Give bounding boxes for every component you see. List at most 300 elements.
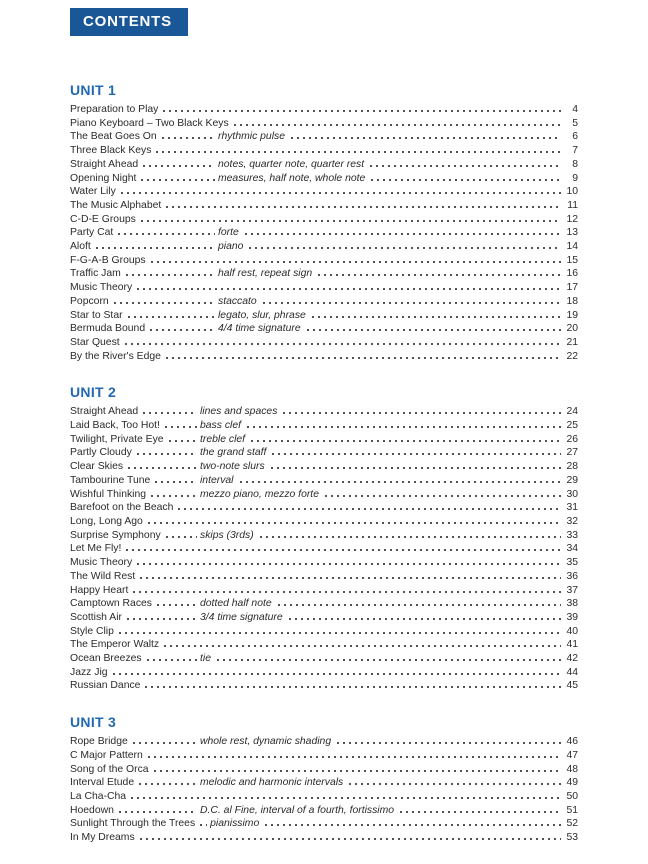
dot-leader — [112, 302, 215, 304]
entry-title: C Major Pattern — [70, 749, 143, 761]
entry-title: The Wild Rest — [70, 570, 136, 582]
toc-entry — [70, 281, 578, 295]
entry-lead — [70, 295, 218, 309]
dot-leader — [263, 824, 561, 826]
entry-title: Clear Skies — [70, 461, 124, 473]
dot-leader — [164, 206, 561, 208]
entry-lead — [70, 158, 218, 172]
dot-leader — [163, 426, 197, 428]
dot-leader — [164, 357, 561, 359]
toc-entry — [70, 226, 578, 240]
entry-lead — [70, 652, 200, 666]
toc-entry — [70, 474, 578, 488]
toc-entry — [70, 322, 578, 336]
entry-description: 4/4 time signature — [218, 323, 301, 335]
dot-leader — [125, 618, 197, 620]
entry-lead — [70, 474, 200, 488]
entry-title: Star to Star — [70, 309, 123, 321]
toc-sections — [70, 82, 578, 845]
entry-list — [70, 103, 578, 363]
entry-description: notes, quarter note, quarter rest — [218, 158, 365, 170]
dot-leader — [368, 165, 561, 167]
entry-title: Opening Night — [70, 172, 137, 184]
dot-leader — [131, 742, 197, 744]
entry-page-number: 17 — [566, 282, 578, 294]
entry-lead — [70, 542, 564, 556]
entry-title: Camptown Races — [70, 598, 153, 610]
entry-page-number: 22 — [566, 350, 578, 362]
entry-lead — [70, 213, 564, 227]
dot-leader — [243, 233, 561, 235]
dot-leader — [398, 811, 561, 813]
entry-title: Tambourine Tune — [70, 474, 151, 486]
entry-lead — [70, 433, 200, 447]
entry-title: Russian Dance — [70, 680, 141, 692]
entry-description: rhythmic pulse — [218, 131, 285, 143]
entry-title: Aloft — [70, 241, 91, 253]
entry-title: Music Theory — [70, 282, 133, 294]
dot-leader — [117, 811, 197, 813]
entry-page-number: 21 — [566, 336, 578, 348]
entry-description: D.C. al Fine, interval of a fourth, fortissimo — [200, 804, 395, 816]
toc-entry — [70, 776, 578, 790]
toc-entry — [70, 295, 578, 309]
dot-leader — [153, 481, 197, 483]
entry-page-number: 33 — [566, 529, 578, 541]
entry-page-number: 44 — [566, 666, 578, 678]
dot-leader — [119, 192, 561, 194]
entry-page-number: 28 — [566, 461, 578, 473]
toc-entry — [70, 597, 578, 611]
toc-unit — [70, 384, 578, 693]
dot-leader — [269, 467, 561, 469]
unit-heading: UNIT 1 — [70, 82, 117, 98]
entry-title: Party Cat — [70, 227, 114, 239]
toc-entry — [70, 460, 578, 474]
entry-page-number: 18 — [566, 295, 578, 307]
unit-heading: UNIT 2 — [70, 384, 117, 401]
entry-page-number: 10 — [566, 186, 578, 198]
entry-page-number: 7 — [572, 145, 578, 157]
entry-description: dotted half note — [200, 598, 272, 610]
entry-title: Popcorn — [70, 295, 109, 307]
entry-lead — [70, 790, 564, 804]
entry-title: Surprise Symphony — [70, 529, 161, 541]
dot-leader — [135, 288, 561, 290]
toc-entry — [70, 488, 578, 502]
dot-leader — [135, 453, 197, 455]
toc-entry — [70, 309, 578, 323]
toc-entry — [70, 763, 578, 777]
entry-title: La Cha-Cha — [70, 790, 127, 802]
entry-description: bass clef — [200, 420, 242, 432]
entry-description: staccato — [218, 295, 257, 307]
dot-leader — [138, 838, 561, 840]
entry-description: measures, half note, whole note — [218, 172, 366, 184]
entry-page-number: 46 — [566, 736, 578, 748]
toc-entry — [70, 254, 578, 268]
entry-page-number: 29 — [566, 474, 578, 486]
entry-page-number: 27 — [566, 447, 578, 459]
dot-leader — [310, 316, 561, 318]
entry-page-number: 5 — [572, 117, 578, 129]
entry-list — [70, 735, 578, 845]
dot-leader — [149, 495, 197, 497]
entry-page-number: 26 — [566, 433, 578, 445]
dot-leader — [138, 577, 561, 579]
entry-lead — [70, 254, 564, 268]
dot-leader — [261, 302, 561, 304]
entry-page-number: 51 — [566, 804, 578, 816]
dot-leader — [164, 536, 197, 538]
toc-entry — [70, 790, 578, 804]
contents-header — [70, 8, 188, 36]
entry-title: In My Dreams — [70, 832, 135, 844]
entry-page-number: 8 — [572, 158, 578, 170]
entry-lead — [70, 625, 564, 639]
dot-leader — [276, 604, 561, 606]
dot-leader — [152, 770, 561, 772]
entry-title: Ocean Breezes — [70, 653, 142, 665]
entry-title: Song of the Orca — [70, 763, 149, 775]
dot-leader — [198, 824, 207, 826]
dot-leader — [146, 522, 561, 524]
entry-lead — [70, 322, 218, 336]
entry-lead — [70, 804, 200, 818]
entry-description: melodic and harmonic intervals — [200, 777, 344, 789]
dot-leader — [143, 686, 561, 688]
entry-page-number: 30 — [566, 488, 578, 500]
toc-entry — [70, 515, 578, 529]
entry-description: half rest, repeat sign — [218, 268, 313, 280]
entry-page-number: 49 — [566, 777, 578, 789]
toc-entry — [70, 679, 578, 693]
toc-entry — [70, 433, 578, 447]
entry-lead — [70, 570, 564, 584]
entry-page-number: 32 — [566, 515, 578, 527]
toc-entry — [70, 570, 578, 584]
entry-title: Twilight, Private Eye — [70, 433, 164, 445]
entry-title: Traffic Jam — [70, 268, 121, 280]
dot-leader — [126, 467, 197, 469]
dot-leader — [116, 233, 215, 235]
dot-leader — [148, 329, 215, 331]
toc-entry — [70, 625, 578, 639]
entry-page-number: 37 — [566, 584, 578, 596]
dot-leader — [176, 508, 561, 510]
entry-title: The Emperor Waltz — [70, 639, 160, 651]
dot-leader — [111, 673, 561, 675]
toc-entry — [70, 652, 578, 666]
dot-leader — [270, 453, 561, 455]
toc-entry — [70, 817, 578, 831]
dot-leader — [289, 137, 561, 139]
entry-lead — [70, 130, 218, 144]
entry-description: treble clef — [200, 433, 246, 445]
dot-leader — [123, 343, 561, 345]
entry-lead — [70, 336, 564, 350]
entry-description: tie — [200, 653, 211, 665]
entry-page-number: 31 — [566, 502, 578, 514]
entry-lead — [70, 460, 200, 474]
entry-description: legato, slur, phrase — [218, 309, 306, 321]
entry-description: two-note slurs — [200, 461, 265, 473]
entry-lead — [70, 446, 200, 460]
entry-title: Wishful Thinking — [70, 488, 147, 500]
entry-page-number: 42 — [566, 653, 578, 665]
entry-title: Three Black Keys — [70, 145, 152, 157]
toc-entry — [70, 117, 578, 131]
entry-lead — [70, 611, 200, 625]
entry-lead — [70, 831, 564, 845]
entry-lead — [70, 309, 218, 323]
entry-lead — [70, 488, 200, 502]
entry-title: Bermuda Bound — [70, 323, 146, 335]
entry-page-number: 9 — [572, 172, 578, 184]
toc-entry — [70, 831, 578, 845]
toc-entry — [70, 336, 578, 350]
entry-lead — [70, 199, 564, 213]
entry-lead — [70, 240, 218, 254]
entry-description: pianissimo — [210, 818, 260, 830]
dot-leader — [135, 563, 561, 565]
entry-title: By the River's Edge — [70, 350, 161, 362]
entry-page-number: 20 — [566, 323, 578, 335]
entry-title: Partly Cloudy — [70, 447, 132, 459]
toc-entry — [70, 103, 578, 117]
toc-entry — [70, 542, 578, 556]
entry-lead — [70, 350, 564, 364]
entry-page-number: 52 — [566, 818, 578, 830]
entry-description: piano — [218, 241, 244, 253]
entry-lead — [70, 638, 564, 652]
entry-lead — [70, 679, 564, 693]
entry-page-number: 19 — [566, 309, 578, 321]
toc-entry — [70, 158, 578, 172]
entry-page-number: 25 — [566, 420, 578, 432]
entry-title: Happy Heart — [70, 584, 129, 596]
entry-title: The Beat Goes On — [70, 131, 157, 143]
toc-entry — [70, 584, 578, 598]
entry-lead — [70, 515, 564, 529]
entry-description: the grand staff — [200, 447, 267, 459]
dot-leader — [247, 247, 561, 249]
unit-heading: UNIT 3 — [70, 714, 117, 731]
entry-page-number: 12 — [566, 213, 578, 225]
toc-entry — [70, 267, 578, 281]
toc-unit — [70, 82, 578, 363]
entry-page-number: 41 — [566, 639, 578, 651]
entry-title: Barefoot on the Beach — [70, 502, 174, 514]
dot-leader — [238, 481, 562, 483]
toc-entry — [70, 419, 578, 433]
entry-lead — [70, 749, 564, 763]
toc-entry — [70, 199, 578, 213]
entry-page-number: 14 — [566, 241, 578, 253]
toc-entry — [70, 130, 578, 144]
entry-title: Interval Etude — [70, 777, 135, 789]
entry-description: lines and spaces — [200, 406, 278, 418]
toc-entry — [70, 405, 578, 419]
toc-unit — [70, 714, 578, 845]
toc-entry — [70, 240, 578, 254]
dot-leader — [124, 274, 215, 276]
entry-lead — [70, 117, 564, 131]
entry-title: Rope Bridge — [70, 736, 128, 748]
entry-lead — [70, 144, 564, 158]
dot-leader — [305, 329, 561, 331]
dot-leader — [139, 220, 561, 222]
dot-leader — [155, 604, 197, 606]
dot-leader — [129, 797, 561, 799]
dot-leader — [160, 137, 215, 139]
toc-entry — [70, 185, 578, 199]
entry-list — [70, 405, 578, 693]
entry-title: Piano Keyboard – Two Black Keys — [70, 117, 229, 129]
entry-lead — [70, 529, 200, 543]
dot-leader — [162, 645, 561, 647]
entry-description: 3/4 time signature — [200, 611, 283, 623]
dot-leader — [154, 151, 561, 153]
toc-entry — [70, 735, 578, 749]
entry-page-number: 11 — [567, 199, 578, 211]
dot-leader — [316, 274, 561, 276]
entry-title: Water Lily — [70, 186, 116, 198]
entry-title: Music Theory — [70, 557, 133, 569]
entry-page-number: 13 — [566, 227, 578, 239]
dot-leader — [117, 632, 561, 634]
entry-lead — [70, 405, 200, 419]
entry-page-number: 45 — [566, 680, 578, 692]
entry-lead — [70, 817, 210, 831]
entry-title: Sunlight Through the Trees — [70, 818, 196, 830]
toc-entry — [70, 144, 578, 158]
toc-entry — [70, 556, 578, 570]
toc-entry — [70, 501, 578, 515]
entry-description: whole rest, dynamic shading — [200, 736, 332, 748]
dot-leader — [232, 124, 561, 126]
dot-leader — [141, 165, 215, 167]
entry-description: forte — [218, 227, 239, 239]
dot-leader — [145, 659, 197, 661]
toc-entry — [70, 638, 578, 652]
dot-leader — [245, 426, 561, 428]
dot-leader — [287, 618, 561, 620]
entry-lead — [70, 597, 200, 611]
dot-leader — [161, 110, 561, 112]
entry-title: Straight Ahead — [70, 158, 139, 170]
dot-leader — [131, 591, 561, 593]
entry-lead — [70, 776, 200, 790]
entry-page-number: 53 — [566, 832, 578, 844]
entry-lead — [70, 666, 564, 680]
dot-leader — [139, 179, 215, 181]
entry-page-number: 4 — [572, 104, 578, 115]
entry-title: Jazz Jig — [70, 666, 108, 678]
dot-leader — [126, 316, 215, 318]
entry-lead — [70, 735, 200, 749]
entry-page-number: 35 — [566, 557, 578, 569]
dot-leader — [249, 440, 561, 442]
dot-leader — [141, 412, 197, 414]
toc-entry — [70, 213, 578, 227]
dot-leader — [124, 549, 561, 551]
toc-entry — [70, 446, 578, 460]
entry-lead — [70, 103, 564, 117]
entry-title: C-D-E Groups — [70, 213, 136, 225]
toc-entry — [70, 172, 578, 186]
entry-lead — [70, 501, 564, 515]
toc-entry — [70, 350, 578, 364]
entry-lead — [70, 281, 564, 295]
entry-title: F-G-A-B Groups — [70, 254, 146, 266]
dot-leader — [335, 742, 561, 744]
entry-lead — [70, 419, 200, 433]
entry-lead — [70, 226, 218, 240]
entry-page-number: 50 — [566, 790, 578, 802]
entry-page-number: 24 — [566, 406, 578, 418]
toc-entry — [70, 804, 578, 818]
entry-page-number: 40 — [566, 625, 578, 637]
entry-title: Style Clip — [70, 625, 114, 637]
entry-page-number: 39 — [566, 611, 578, 623]
contents-title: CONTENTS — [83, 13, 172, 30]
dot-leader — [149, 261, 561, 263]
dot-leader — [369, 179, 561, 181]
dot-leader — [146, 756, 561, 758]
entry-title: The Music Alphabet — [70, 199, 162, 211]
entry-title: Straight Ahead — [70, 406, 139, 418]
entry-title: Hoedown — [70, 804, 114, 816]
entry-lead — [70, 763, 564, 777]
entry-lead — [70, 185, 564, 199]
entry-lead — [70, 584, 564, 598]
dot-leader — [281, 412, 561, 414]
dot-leader — [323, 495, 561, 497]
entry-title: Long, Long Ago — [70, 515, 143, 527]
entry-page-number: 48 — [566, 763, 578, 775]
toc-entry — [70, 666, 578, 680]
toc-entry — [70, 529, 578, 543]
entry-title: Let Me Fly! — [70, 543, 122, 555]
entry-lead — [70, 172, 218, 186]
dot-leader — [215, 659, 561, 661]
entry-title: Scottish Air — [70, 611, 122, 623]
entry-page-number: 47 — [566, 749, 578, 761]
toc-entry — [70, 611, 578, 625]
entry-lead — [70, 267, 218, 281]
entry-description: skips (3rds) — [200, 529, 254, 541]
entry-title: Preparation to Play — [70, 104, 159, 115]
dot-leader — [347, 783, 561, 785]
entry-page-number: 34 — [566, 543, 578, 555]
entry-page-number: 15 — [566, 254, 578, 266]
entry-page-number: 16 — [566, 268, 578, 280]
entry-page-number: 38 — [566, 598, 578, 610]
entry-description: interval — [200, 474, 234, 486]
entry-title: Star Quest — [70, 336, 120, 348]
entry-page-number: 36 — [566, 570, 578, 582]
entry-lead — [70, 556, 564, 570]
dot-leader — [94, 247, 215, 249]
dot-leader — [167, 440, 197, 442]
entry-title: Laid Back, Too Hot! — [70, 420, 160, 432]
entry-description: mezzo piano, mezzo forte — [200, 488, 319, 500]
dot-leader — [258, 536, 561, 538]
toc-entry — [70, 749, 578, 763]
entry-page-number: 6 — [572, 131, 578, 143]
dot-leader — [137, 783, 197, 785]
